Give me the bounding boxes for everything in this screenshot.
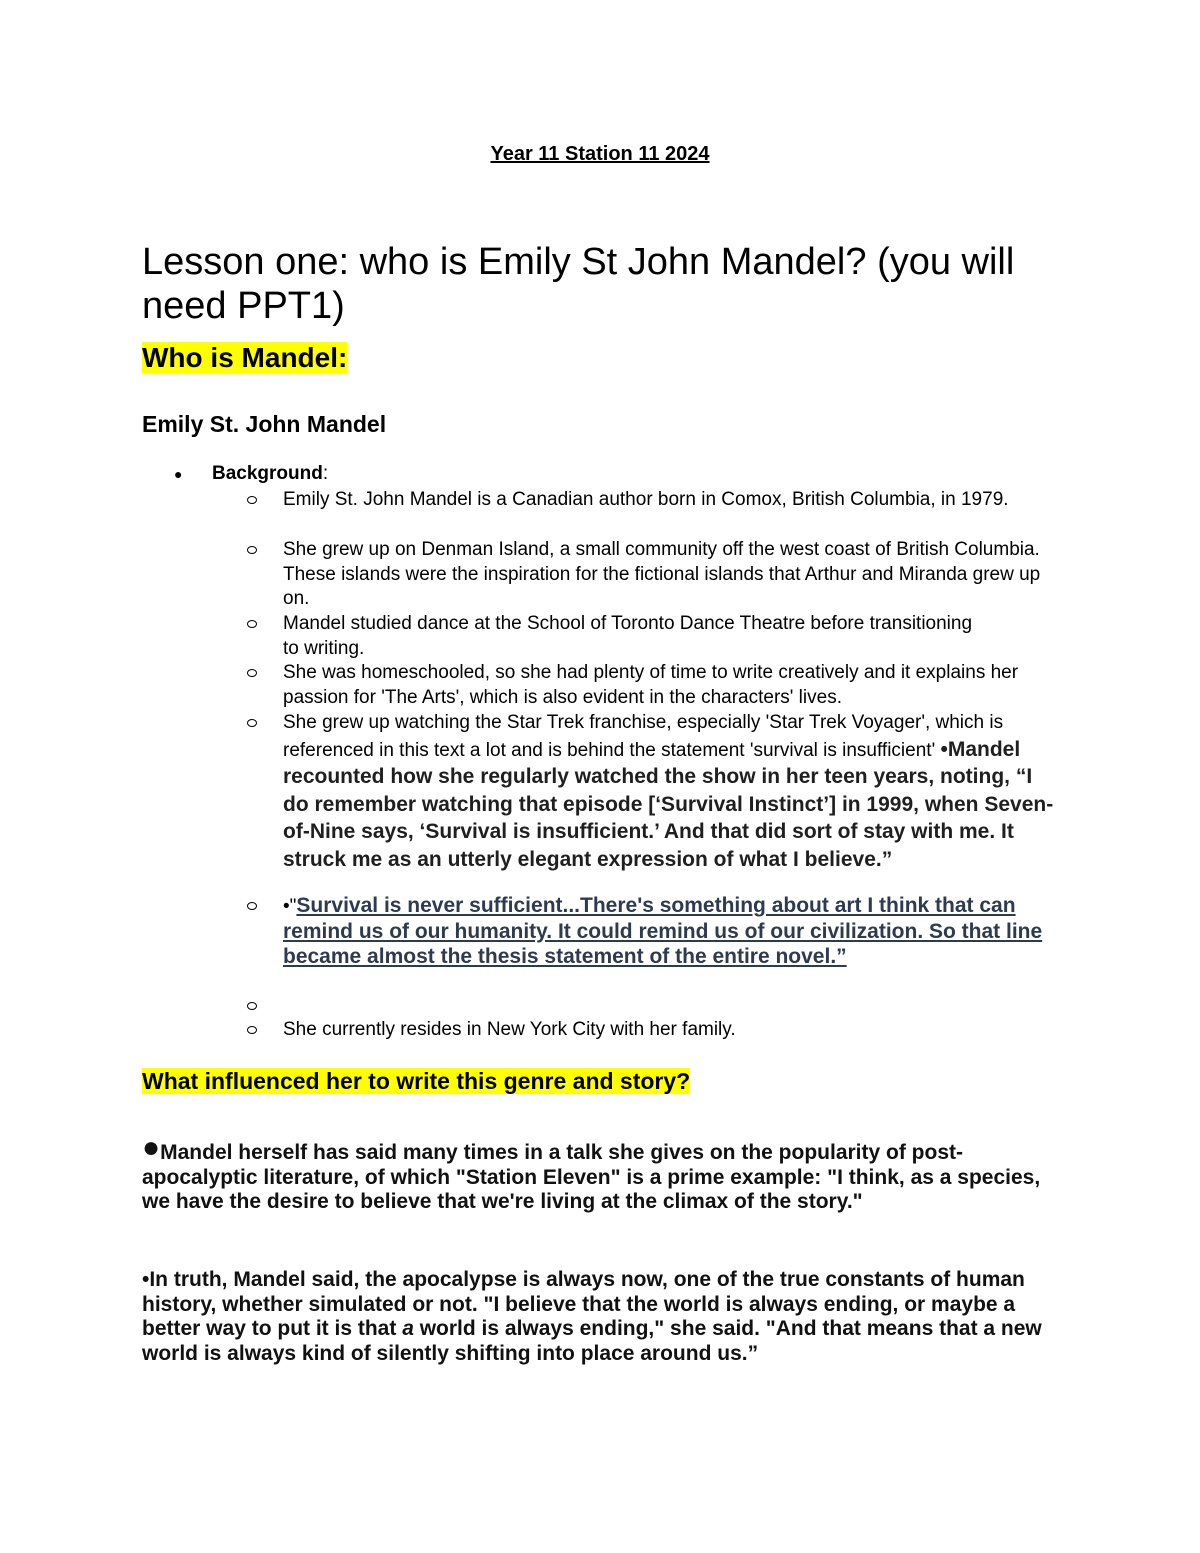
- background-item-text: [283, 894, 1043, 971]
- influence-heading: [142, 1066, 690, 1096]
- quote-prefix: •": [283, 896, 297, 917]
- survival-instinct-quote: •Mandel recounted how she regularly watched the show in her teen years, noting, “I do remember watching that episode [‘Survival Instinct’] in 1999, when Seven-of-Nine says, ‘Survival is insufficient.’ And that did sort of stay with me. It struck me as an utterly elegant expression of what I believe.”: [283, 737, 1054, 871]
- circle-bullet-icon: [247, 1002, 257, 1010]
- paragraph-apocalypse-text-a: •In truth, Mandel said, the apocalypse is always now, one of the true constants of human history, whether simulated or not. "I believe that the world is always ending, or maybe a better way to put it is that: [142, 1268, 1025, 1340]
- paragraph-climax-text: Mandel herself has said many times in a talk she gives on the popularity of post-apocalyptic literature, of which "Station Eleven" is a prime example: "I think, as a species, we have the desire to believe that we're living at the climax of the story.": [142, 1141, 1041, 1213]
- paragraph-apocalypse: [142, 1268, 1072, 1366]
- document-title: Year 11 Station 11 2024: [490, 143, 710, 165]
- paragraph-apocalypse-italic: a: [402, 1317, 414, 1340]
- circle-bullet-icon: [247, 496, 257, 504]
- background-item-text: Mandel studied dance at the School of Toronto Dance Theatre before transitioning to writing.: [283, 613, 973, 659]
- circle-bullet-icon: [247, 719, 257, 727]
- author-heading: Emily St. John Mandel: [142, 411, 387, 437]
- star-trek-text: She grew up watching the Star Trek franchise, especially 'Star Trek Voyager', which is referenced in this text a lot and is behind the statement 'survival is insufficient': [283, 712, 1004, 761]
- circle-bullet-icon: [247, 546, 257, 554]
- bullet-icon: ●: [174, 466, 183, 482]
- background-label: Background: [212, 463, 323, 484]
- bullet-icon: ●: [142, 1131, 161, 1164]
- survival-never-sufficient-link[interactable]: Survival is never sufficient...There's something about art I think that can remind us of our humanity. It could remind us of our civilization. So that line became almost the thesis statement of the entire novel.”: [283, 894, 1043, 968]
- circle-bullet-icon: [247, 1026, 257, 1034]
- background-item-text: She was homeschooled, so she had plenty of time to write creatively and it explains her passion for 'The Arts', which is also evident in the characters' lives.: [283, 662, 1019, 708]
- background-label-line: [212, 462, 328, 486]
- background-item-text: She grew up on Denman Island, a small community off the west coast of British Columbia. These islands were the inspiration for the fictional islands that Arthur and Miranda grew up on.: [283, 539, 1041, 609]
- influence-heading-text: What influenced her to write this genre and story?: [142, 1068, 691, 1094]
- background-item-text: Emily St. John Mandel is a Canadian author born in Comox, British Columbia, in 1979.: [283, 489, 1009, 510]
- background-item-text: She currently resides in New York City with her family.: [283, 1019, 736, 1040]
- circle-bullet-icon: [247, 669, 257, 677]
- circle-bullet-icon: [247, 902, 257, 910]
- paragraph-apocalypse-text-b: world is always ending," she said. "And that means that a new world is always kind of silently shifting into place around us.”: [142, 1317, 1042, 1365]
- background-item-text: [283, 711, 1063, 873]
- circle-bullet-icon: [247, 620, 257, 628]
- lesson-heading: Lesson one: who is Emily St John Mandel? (you will need PPT1): [142, 241, 1015, 327]
- paragraph-climax: [142, 1131, 1052, 1215]
- who-is-mandel-heading: [142, 340, 347, 376]
- who-heading-text: Who is Mandel:: [142, 342, 348, 373]
- background-colon: :: [322, 463, 329, 484]
